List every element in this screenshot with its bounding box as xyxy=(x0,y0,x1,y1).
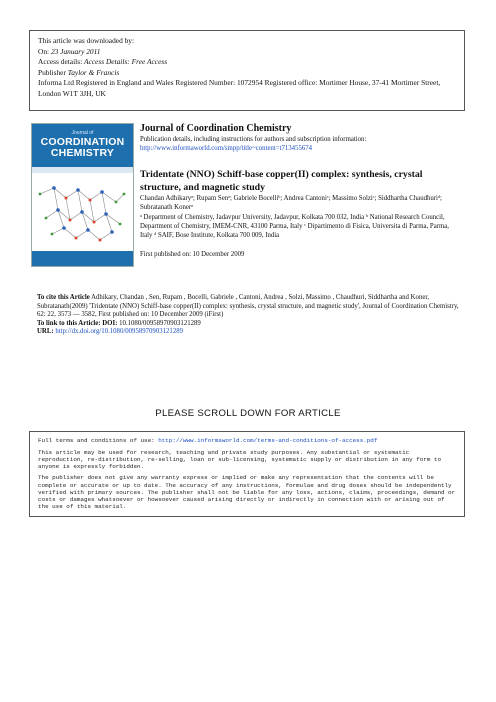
journal-name: Journal of Coordination Chemistry xyxy=(140,123,292,134)
terms-prefix: Full terms and conditions of use: xyxy=(38,437,159,444)
article-authors: Chandan Adhikaryᵃ; Rupam Senᵃ; Gabriele Bocelliᵇ; Andrea Cantoniᶜ; Massimo Solziᶜ; Siddhartha Chaudhuriᵈ; Subratanath Konerᵃ xyxy=(140,195,442,211)
journal-cover-image xyxy=(31,123,134,267)
usage-policy-text: This article may be used for research, teaching and private study purposes. Any substantial or systematic reproduction, re-distribution, re-selling, loan or sub-licensing, systematic supply or distribution in any form to anyone is expressly forbidden. xyxy=(38,448,441,470)
access-details-line xyxy=(38,57,456,68)
doi-label: To link to this Article: DOI: xyxy=(37,319,118,327)
scroll-down-notice: PLEASE SCROLL DOWN FOR ARTICLE xyxy=(155,408,341,419)
publisher-label: Publisher xyxy=(38,67,68,77)
cite-label: To cite this Article xyxy=(37,294,90,301)
article-title: Tridentate (NNO) Schiff-base copper(II) complex: synthesis, crystal structure, and magnetic study xyxy=(140,169,423,193)
cover-strip xyxy=(32,167,133,173)
terms-conditions-box xyxy=(29,431,465,517)
journal-url-link[interactable]: http://www.informaworld.com/smpp/title~content=t713455674 xyxy=(140,145,313,152)
downloaded-by-line: This article was downloaded by: xyxy=(38,36,135,45)
access-details-label: Access details: xyxy=(38,57,84,67)
download-date-value: 23 January 2011 xyxy=(50,46,101,56)
terms-line xyxy=(38,437,456,444)
cite-this-article xyxy=(37,294,461,320)
disclaimer-text: The publisher does not give any warranty express or implied or make any representation that the contents will be complete or accurate or up to date. The accuracy of any instructions, formulae and drug doses should be independently verified with primary sources. The publisher shall not be liable for any loss, actions, claims, proceedings, demand or costs or damages whatsoever or howsoever caused arising directly or indirectly in connection with or arising out of the use of this material. xyxy=(38,474,456,511)
article-url-link[interactable]: http://dx.doi.org/10.1080/00958970903121289 xyxy=(53,328,184,336)
citation-block xyxy=(37,294,461,337)
cover-journal-small-title: Journal of xyxy=(71,130,94,136)
terms-url-link[interactable]: http://www.informaworld.com/terms-and-conditions-of-access.pdf xyxy=(158,437,378,444)
registered-office-text: Informa Ltd Registered in England and Wales Registered Number: 1072954 Registered office: Mortimer House, 37-41 Mortimer Street, London W1T 3JH, UK xyxy=(38,78,441,98)
publication-details: Publication details, including instructions for authors and subscription information: xyxy=(140,136,367,143)
first-published-date: First published on: 10 December 2009 xyxy=(140,251,245,258)
doi-line xyxy=(37,320,461,329)
download-date-line xyxy=(38,47,456,58)
cover-molecule-graphic xyxy=(32,174,133,250)
author-affiliations: ᵃ Department of Chemistry, Jadavpur University, Jadavpur, Kolkata 700 032, India ᵇ National Research Council, Department of Chemistry, IMEM-CNR, 43100 Parma, Italy ᶜ Dipartimento di Fisica, Universita di Parma, Parma, Italy ᵈ SAIF, Bose Institute, Kolkata 700 009, India xyxy=(140,214,449,239)
access-details-value: Access Details: Free Access xyxy=(83,57,168,67)
url-line xyxy=(37,328,461,337)
publisher-line xyxy=(38,68,456,79)
cite-text: Adhikary, Chandan , Sen, Rupam , Bocelli, Gabriele , Cantoni, Andrea , Solzi, Massimo , Chaudhuri, Siddhartha and Koner, Subratanath(2009) 'Tridentate (NNO) Schiff-base copper(II) complex: synthesis, crystal structure, and magnetic study', Journal of Coordination Chemistry, 62: 22, 3573 — 3582, First published on: 10 December 2009 (iFirst) xyxy=(37,294,459,319)
cover-journal-big-title: COORDINATION CHEMISTRY xyxy=(40,136,125,159)
cover-publisher-band xyxy=(32,251,133,266)
download-info-box xyxy=(29,30,465,111)
doi-value: 10.1080/00958970903121289 xyxy=(117,319,201,327)
download-date-label: On: xyxy=(38,46,51,56)
publisher-value: Taylor & Francis xyxy=(67,67,120,77)
url-label: URL: xyxy=(37,328,54,336)
